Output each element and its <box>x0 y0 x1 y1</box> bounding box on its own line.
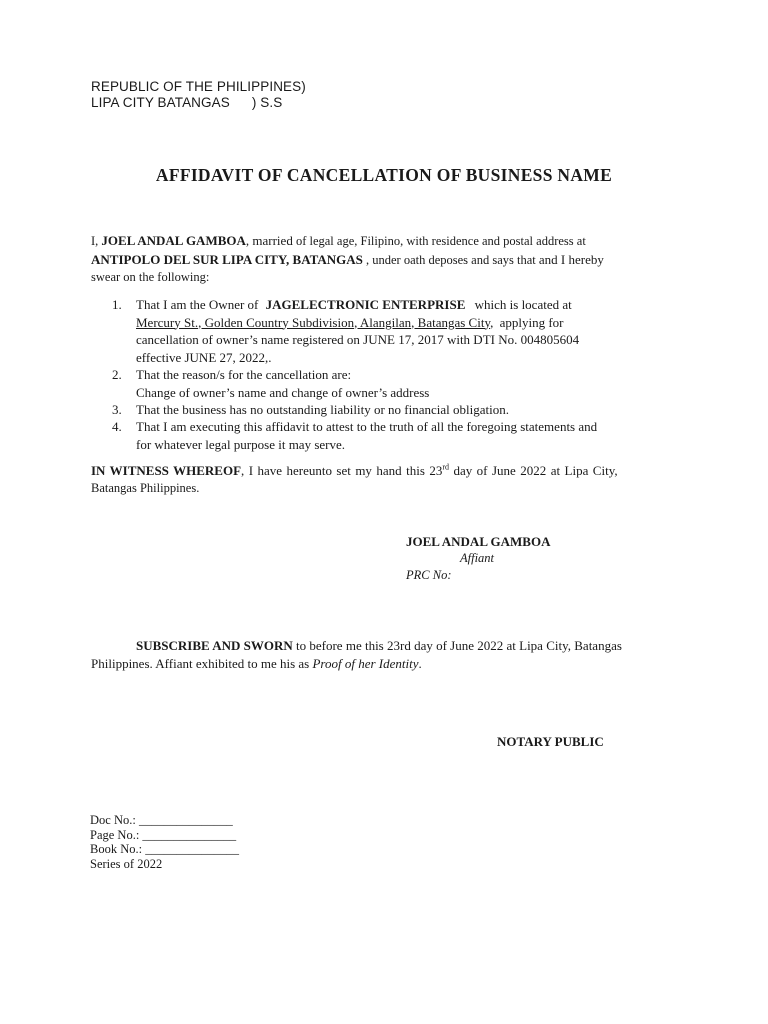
list-item <box>112 401 682 419</box>
list-item-number: 3. <box>112 402 122 417</box>
list-item <box>112 366 682 401</box>
witness-text-2: day of June 2022 at Lipa City, <box>449 463 618 478</box>
affiant-name-inline: JOEL ANDAL GAMBOA <box>101 233 246 248</box>
venue-city: LIPA CITY BATANGAS <box>91 95 230 110</box>
intro-text-2: of legal age, Filipino, with residence and postal address at <box>295 234 586 248</box>
list-text: That the business has no outstanding liability or no financial obligation. <box>136 402 509 417</box>
book-no: Book No.: _______________ <box>90 842 239 856</box>
intro-text-4: and I hereby <box>538 251 604 267</box>
doc-no: Doc No.: _______________ <box>90 813 233 827</box>
intro-prefix: I, <box>91 234 99 248</box>
intro-line-1 <box>91 232 681 251</box>
cancellation-reason: Change of owner’s name and change of owner’s address <box>136 384 430 400</box>
notary-public-label: NOTARY PUBLIC <box>497 734 604 749</box>
prc-number: PRC No: <box>406 568 452 582</box>
list-text: That I am executing this affidavit to attest to the truth of all the foregoing statements and <box>136 419 598 434</box>
witness-line-2: Batangas Philippines. <box>91 480 200 495</box>
jurat-lead: SUBSCRIBE AND SWORN <box>136 638 293 653</box>
list-text: That the reason/s for the cancellation are: <box>136 367 352 382</box>
proof-of-identity: Proof of her Identity <box>312 655 419 671</box>
intro-text-3: , under oath deposes and says that <box>365 252 536 267</box>
witness-paragraph <box>91 462 681 497</box>
document-title: AFFIDAVIT OF CANCELLATION OF BUSINESS NAME <box>155 165 613 185</box>
effective-date: effective JUNE 27, 2022,. <box>136 349 272 365</box>
list-text: which is located at <box>474 297 572 312</box>
jurat-paragraph <box>91 637 681 672</box>
list-text: applying for <box>499 314 564 330</box>
list-item <box>112 296 682 366</box>
residence-address: ANTIPOLO DEL SUR LIPA CITY, BATANGAS <box>91 251 363 267</box>
intro-paragraph <box>91 232 681 287</box>
jurat-text-2: Philippines. Affiant exhibited to me his as <box>91 655 313 671</box>
jurat-text: to before me this 23rd day of June 2022 at Lipa City, Batangas <box>292 638 622 653</box>
business-name: JAGELECTRONIC ENTERPRISE <box>265 297 466 312</box>
notarial-register <box>90 813 239 871</box>
list-item-number: 4. <box>112 419 122 434</box>
list-text: That I am the Owner of <box>136 297 259 312</box>
list-item-number: 2. <box>112 367 122 382</box>
affiant-signature-name: JOEL ANDAL GAMBOA <box>406 534 551 549</box>
witness-text: , I have hereunto set my hand this 23 <box>241 463 443 478</box>
venue-line-1: REPUBLIC OF THE PHILIPPINES) <box>91 79 306 94</box>
venue-line-2 <box>91 95 282 110</box>
witness-lead: IN WITNESS WHEREOF <box>91 463 242 478</box>
list-item <box>112 418 682 453</box>
intro-text-1: , married <box>245 233 293 248</box>
registration-details: cancellation of owner’s name registered on JUNE 17, 2017 with DTI No. 004805604 <box>136 332 580 347</box>
jurat-period: . <box>418 655 422 671</box>
list-text: for whatever legal purpose it may serve. <box>136 436 346 452</box>
affiant-role: Affiant <box>460 551 495 565</box>
business-location: Mercury St., Golden Country Subdivision, Alangilan, Batangas City, <box>136 314 494 330</box>
list-item-number: 1. <box>112 297 122 312</box>
series-year: Series of 2022 <box>90 856 163 871</box>
intro-line-2 <box>91 251 681 270</box>
intro-line-3: swear on the following: <box>91 270 210 284</box>
venue-ss: ) S.S <box>251 95 283 110</box>
page-no: Page No.: _______________ <box>90 827 237 842</box>
ordinal-suffix: rd <box>442 462 450 472</box>
